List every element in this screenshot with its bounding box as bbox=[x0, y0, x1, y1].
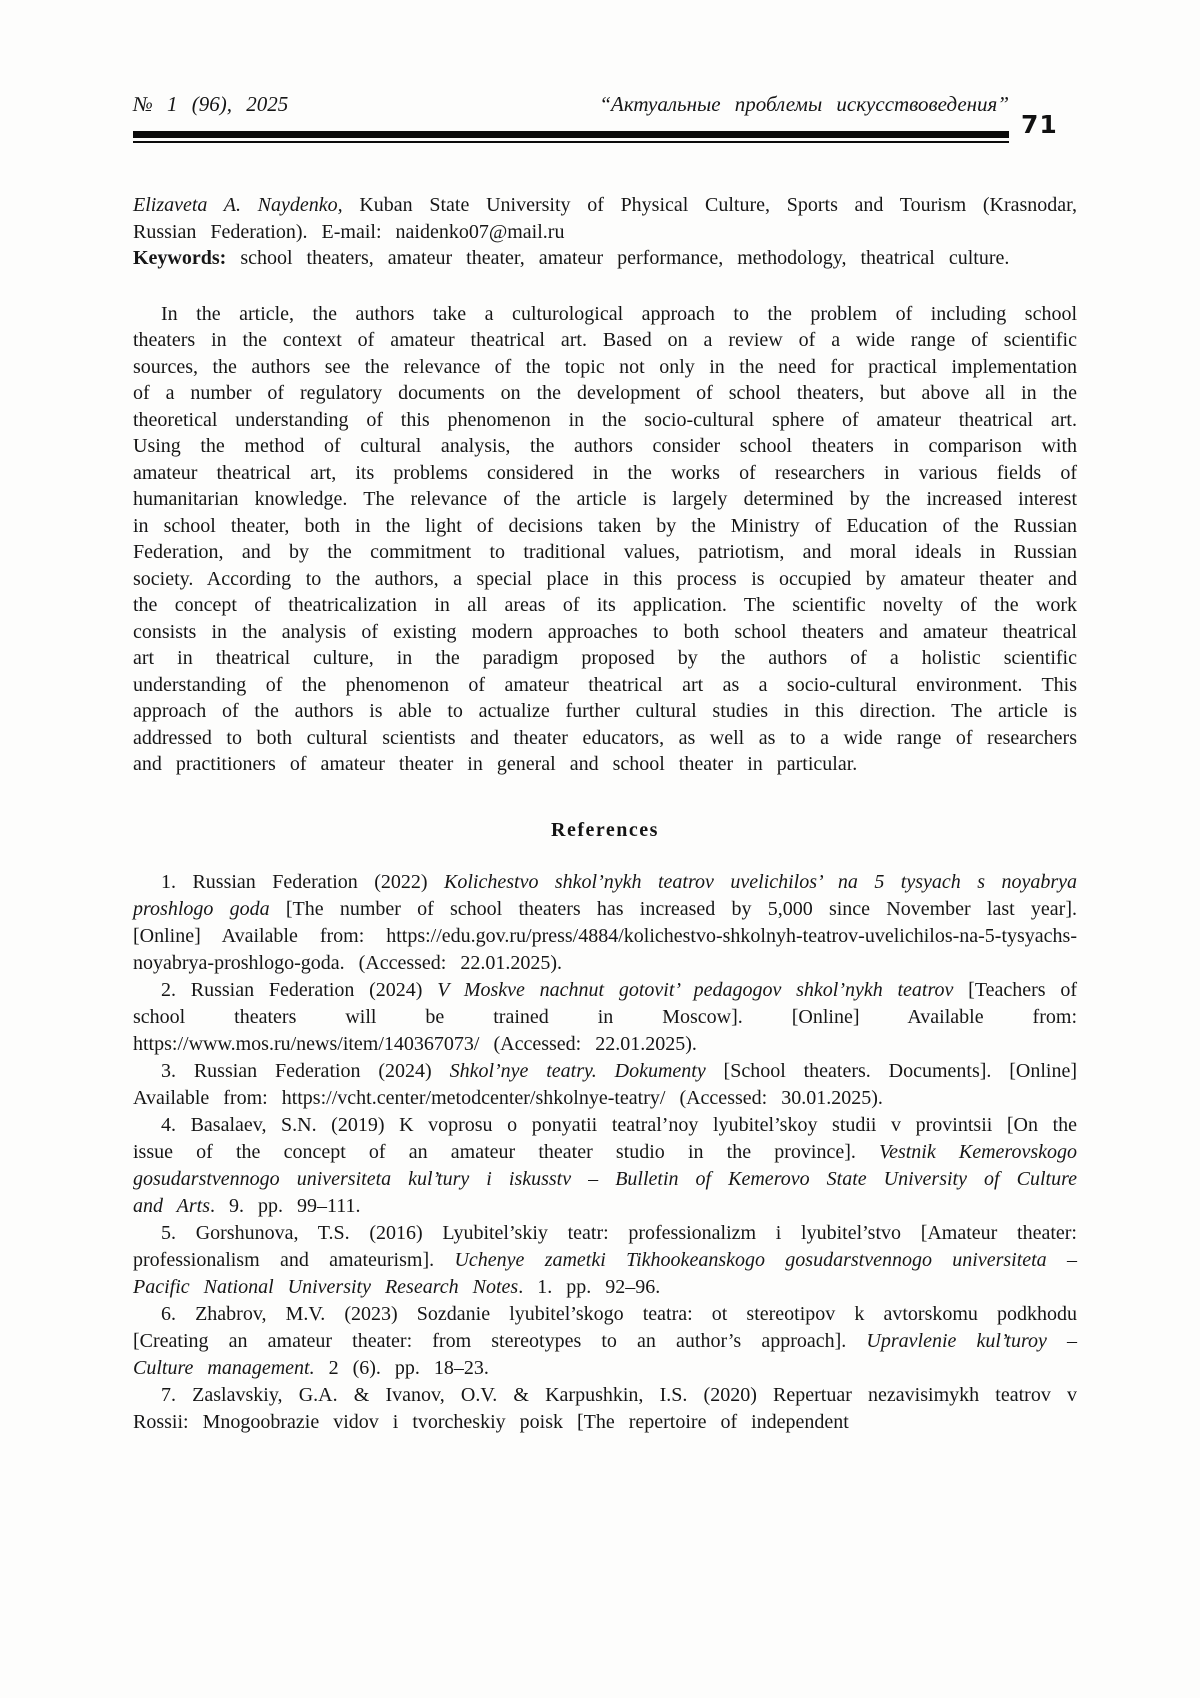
reference-item-4 bbox=[133, 1112, 1077, 1220]
reference-item-3 bbox=[133, 1058, 1077, 1112]
references-list bbox=[133, 869, 1077, 1436]
reference-2-tail: [Teachers of school theaters will be trained in Moscow]. [Online] Available from: https://www.mos.ru/news/item/140367073/ (Accessed: 22.01.2025). bbox=[133, 978, 1078, 1055]
reference-item-7 bbox=[133, 1382, 1077, 1436]
reference-1-tail: [The number of school theaters has increased by 5,000 since November last year]. [Online] Available from: https://edu.gov.ru/press/4884/kolichestvo-shkolnyh-teatrov-uvelichilos-na-5-tysyachs-noyabrya-proshlogo-goda. (Accessed: 22.01.2025). bbox=[133, 897, 1077, 974]
header-rule bbox=[133, 131, 1009, 143]
reference-3-tail: [School theaters. Documents]. [Online] Available from: https://vcht.center/metodcenter/shkolnye-teatry/ (Accessed: 30.01.2025). bbox=[133, 1059, 1077, 1109]
reference-5-text: 5. Gorshunova, T.S. (2016) Lyubitel’skiy teatr: professionalizm i lyubitel’stvo [Amateur theater: professionalism and amateurism]. bbox=[133, 1221, 1077, 1271]
reference-4-text: 4. Basalaev, S.N. (2019) K voprosu o ponyatii teatral’noy lyubitel’skoy studii v provintsii [On the issue of the concept of an amateur theater studio in the province]. bbox=[133, 1113, 1077, 1163]
author-block bbox=[133, 192, 1077, 272]
keywords-text: school theaters, amateur theater, amateur performance, methodology, theatrical culture. bbox=[226, 247, 1010, 269]
references-heading: References bbox=[551, 818, 659, 841]
reference-4-source-italic: Vestnik Kemerovskogo gosudarstvennogo universiteta kul’tury i iskusstv – Bulletin of Kemerovo State University of Culture and Arts bbox=[133, 1140, 1078, 1217]
issue-number: № 1 (96), 2025 bbox=[133, 92, 289, 116]
reference-7-text: 7. Zaslavskiy, G.A. & Ivanov, O.V. & Karpushkin, I.S. (2020) Repertuar nezavisimykh teatrov v Rossii: Mnogoobrazie vidov i tvorcheskiy poisk [The repertoire of independent bbox=[133, 1383, 1077, 1433]
reference-6-source-italic: Upravlenie kul’turoy – Culture management. bbox=[133, 1329, 1077, 1379]
reference-1-title-italic: Kolichestvo shkol’nykh teatrov uvelichilos’ na 5 tysyach s noyabrya proshlogo goda bbox=[133, 870, 1077, 920]
keywords-line bbox=[133, 245, 1077, 272]
reference-6-text: 6. Zhabrov, M.V. (2023) Sozdanie lyubitel’skogo teatra: ot stereotipov k avtorskomu podkhodu [Creating an amateur theater: from stereotypes to an author’s approach]. bbox=[133, 1302, 1077, 1352]
reference-5-tail: . 1. pp. 92–96. bbox=[518, 1275, 661, 1298]
abstract-section bbox=[133, 301, 1077, 778]
reference-3-title-italic: Shkol’nye teatry. Dokumenty bbox=[449, 1059, 706, 1082]
journal-title: “Актуальные проблемы искусствоведения” bbox=[599, 92, 1009, 116]
running-head bbox=[133, 90, 1009, 118]
header-rule-thin-line bbox=[133, 141, 1009, 143]
keywords-label: Keywords: bbox=[133, 247, 227, 269]
author-affiliation: Kuban State University of Physical Culture, Sports and Tourism (Krasnodar, Russian Federation). E-mail: naidenko07@mail.ru bbox=[133, 194, 1078, 243]
reference-2-title-italic: V Moskve nachnut gotovit’ pedagogov shkol’nykh teatrov bbox=[437, 978, 954, 1001]
reference-2-text: 2. Russian Federation (2024) bbox=[161, 978, 438, 1001]
reference-item-2 bbox=[133, 977, 1077, 1058]
abstract-paragraph: In the article, the authors take a culturological approach to the problem of including school theaters in the context of amateur theatrical art. Based on a review of a wide range of scientific sources, the authors see the relevance of the topic not only in the need for practical implementation of a number of regulatory documents on the development of school theaters, but above all in the theoretical understanding of this phenomenon in the socio-cultural sphere of amateur theatrical art. Using the method of cultural analysis, the authors consider school theaters in comparison with amateur theatrical art, its problems considered in the works of researchers in various fields of humanitarian knowledge. The relevance of the article is largely determined by the increased interest in school theater, both in the light of decisions taken by the Ministry of Education of the Russian Federation, and by the commitment to traditional values, patriotism, and moral ideals in Russian society. According to the authors, a special place in this process is occupied by amateur theater and the concept of theatricalization in all areas of its application. The scientific novelty of the work consists in the analysis of existing modern approaches to both school theaters and amateur theatrical art in theatrical culture, in the paradigm proposed by the authors of a holistic scientific understanding of the phenomenon of amateur theatrical art as a socio-cultural environment. This approach of the authors is able to actualize further cultural studies in this direction. The article is addressed to both cultural scientists and theater educators, as well as to a wide range of researchers and practitioners of amateur theater in general and school theater in particular. bbox=[133, 302, 1077, 775]
reference-item-6 bbox=[133, 1301, 1077, 1382]
reference-4-tail: . 9. pp. 99–111. bbox=[209, 1194, 361, 1217]
reference-item-5 bbox=[133, 1220, 1077, 1301]
header-rule-thick-line bbox=[133, 131, 1009, 138]
reference-1-text: 1. Russian Federation (2022) bbox=[161, 870, 445, 893]
reference-5-source-italic: Uchenye zametki Tikhookeanskogo gosudarstvennogo universiteta – Pacific National University Research Notes bbox=[133, 1248, 1077, 1298]
author-name: Elizaveta A. Naydenko, bbox=[133, 194, 343, 216]
page-number: 71 bbox=[1021, 110, 1058, 139]
reference-6-tail: 2 (6). pp. 18–23. bbox=[314, 1356, 489, 1379]
reference-item-1 bbox=[133, 869, 1077, 977]
page-header bbox=[133, 90, 1077, 143]
reference-3-text: 3. Russian Federation (2024) bbox=[161, 1059, 450, 1082]
author-affiliation-line bbox=[133, 192, 1077, 245]
